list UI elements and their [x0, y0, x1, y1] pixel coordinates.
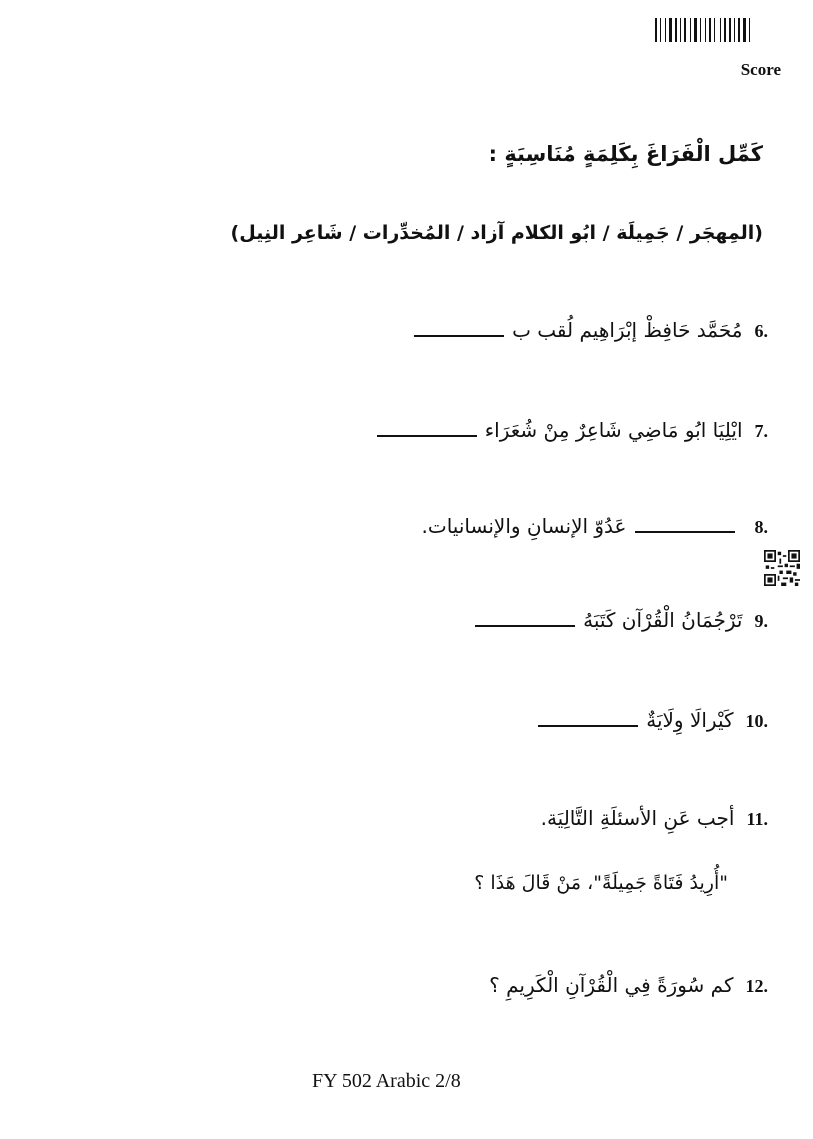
answer-blank[interactable]: [635, 529, 735, 533]
barcode-bar: [727, 18, 728, 42]
barcode-bar: [729, 18, 731, 42]
question-text: كَيْرالَا وِلَايَةٌ: [646, 708, 734, 732]
barcode-bar: [662, 18, 664, 42]
answer-blank[interactable]: [377, 433, 477, 437]
answer-blank[interactable]: [538, 723, 638, 727]
barcode-bar: [743, 18, 746, 42]
barcode-bar: [751, 18, 753, 42]
barcode-bar: [741, 18, 742, 42]
barcode-bar: [714, 18, 715, 42]
question-number: 9.: [754, 611, 768, 631]
barcode-bar: [684, 18, 686, 42]
question-text: كم سُورَةً فِي الْقُرْآنِ الْكَرِيمِ ؟: [489, 973, 734, 997]
question-number: 7.: [754, 421, 768, 441]
barcode-bar: [694, 18, 697, 42]
question-12: [489, 973, 768, 997]
barcode-bar: [660, 18, 661, 42]
barcode-bar: [722, 18, 723, 42]
question-10: [530, 708, 768, 732]
question-number: 6.: [754, 321, 768, 341]
sub-question: "أُرِيدُ فَتَاةً جَمِيلَةً"، مَنْ قَالَ هَذَا ؟: [474, 872, 728, 894]
question-number: 8.: [754, 517, 768, 537]
word-choices: (المِهجَر / جَمِيلَة / ابُو الكلام آزاد / المُخدِّرات / شَاعِر النِيل): [230, 222, 763, 244]
barcode-bar: [658, 18, 659, 42]
barcode-bar: [724, 18, 726, 42]
barcode-bar: [712, 18, 713, 42]
question-text: مُحَمَّد حَافِظْ إبْرَاهِيم لُقب ب: [512, 318, 743, 342]
barcode-bar: [687, 18, 689, 42]
answer-blank[interactable]: [414, 333, 504, 337]
barcode-bar: [692, 18, 693, 42]
barcode: [655, 18, 781, 42]
barcode-bar: [673, 18, 674, 42]
question-text: ايْلِيَا ابُو مَاضِي شَاعِرٌ مِنْ شُعَرَاء: [484, 418, 743, 442]
barcode-bar: [675, 18, 677, 42]
question-text: تَرْجُمَانُ الْقُرْآن كَتَبَهُ: [583, 608, 743, 632]
question-6: [406, 318, 768, 342]
barcode-bar: [669, 18, 672, 42]
barcode-bar: [682, 18, 683, 42]
answer-blank[interactable]: [475, 623, 575, 627]
barcode-bar: [680, 18, 681, 42]
barcode-bar: [678, 18, 679, 42]
question-number: 12.: [745, 976, 768, 996]
section-heading: كَمِّل الْفَرَاغَ بِكَلِمَةٍ مُنَاسِبَةٍ :: [488, 142, 763, 166]
barcode-bar: [698, 18, 699, 42]
barcode-bar: [690, 18, 691, 42]
question-text: أجب عَنِ الأسئلَةِ التَّالِيَة.: [540, 806, 735, 830]
question-text: عَدُوّ الإنسانِ والإنسانيات.: [421, 514, 627, 538]
barcode-bar: [655, 18, 657, 42]
barcode-bar: [665, 18, 666, 42]
barcode-bar: [738, 18, 740, 42]
question-11: [541, 806, 768, 830]
barcode-bar: [732, 18, 733, 42]
question-9: [467, 608, 768, 632]
barcode-bar: [667, 18, 668, 42]
qr-code: [764, 550, 800, 586]
barcode-bar: [720, 18, 721, 42]
question-7: [369, 418, 768, 442]
barcode-bar: [736, 18, 737, 42]
question-number: 11.: [746, 809, 768, 829]
score-label: Score: [740, 60, 781, 79]
barcode-bar: [734, 18, 735, 42]
barcode-bar: [700, 18, 701, 42]
page-footer: FY 502 Arabic 2/8: [312, 1070, 461, 1092]
question-8: [422, 514, 768, 538]
barcode-bar: [749, 18, 750, 42]
barcode-bar: [747, 18, 748, 42]
barcode-bar: [709, 18, 711, 42]
barcode-bar: [702, 18, 704, 42]
barcode-bar: [716, 18, 719, 42]
barcode-bar: [707, 18, 708, 42]
question-number: 10.: [745, 711, 768, 731]
barcode-bar: [705, 18, 706, 42]
